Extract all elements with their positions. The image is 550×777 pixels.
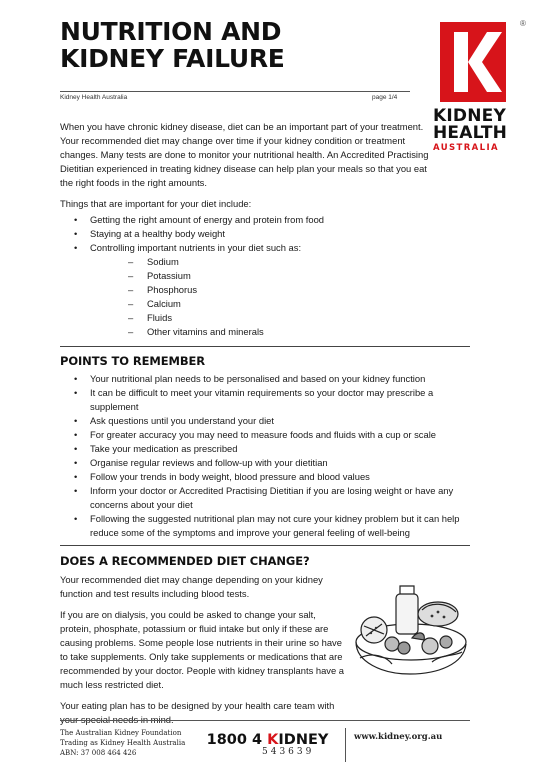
phone-k: K [267, 732, 279, 748]
list-item [60, 241, 470, 339]
header-divider [60, 91, 410, 92]
section-divider [60, 545, 470, 546]
diet-paragraph: Your eating plan has to be designed by your health care team with your special needs in mind. [60, 700, 335, 725]
list-item: • Following the suggested nutritional plan may not cure your kidney problem but it can help reduce some of the symptoms and improve your general feeling of well-being [60, 512, 470, 540]
document-title [60, 18, 390, 72]
diet-paragraph: If you are on dialysis, you could be asked to change your salt, protein, phosphate, potassium or fluid intake but only if these are causing problems. Some people lose nutrients in their urine so have to take supplements. Only take supplements or medications that are recommended by your doctor. People with kidney transplants have a much less restricted diet. [60, 609, 345, 690]
logo-word-health: HEALTH [433, 123, 508, 143]
helpline-digits: 543639 [262, 747, 315, 757]
phone-word: IDNEY [278, 732, 329, 748]
list-item: – Other vitamins and minerals [90, 325, 470, 339]
registered-mark: ® [520, 19, 526, 28]
title-line-2: KIDNEY FAILURE [60, 44, 285, 73]
phone-prefix: 1800 4 [206, 732, 268, 748]
things-list [60, 213, 470, 339]
website-link[interactable]: www.kidney.org.au [354, 732, 443, 742]
running-header-org: Kidney Health Australia [60, 94, 128, 101]
list-item: – Potassium [90, 269, 470, 283]
list-item: • Staying at a healthy body weight [60, 227, 470, 241]
footer-org-line: The Australian Kidney Foundation [60, 729, 182, 737]
list-item: • Organise regular reviews and follow-up with your dietitian [60, 456, 470, 470]
page-number: page 1/4 [372, 94, 398, 101]
list-item: • Your nutritional plan needs to be personalised and based on your kidney function [60, 372, 470, 386]
diet-section [60, 573, 345, 727]
points-heading: POINTS TO REMEMBER [60, 354, 205, 368]
section-divider [60, 346, 470, 347]
list-item: • Ask questions until you understand your diet [60, 414, 470, 428]
diet-paragraph: Your recommended diet may change depending on your kidney function and test results including blood tests. [60, 574, 323, 599]
list-item: – Fluids [90, 311, 470, 325]
kidney-k-logo-icon [440, 22, 506, 102]
list-item-text: Controlling important nutrients in your diet such as: [90, 242, 302, 253]
footer-divider [60, 720, 470, 721]
list-item: • For greater accuracy you may need to measure foods and fluids with a cup or scale [60, 428, 470, 442]
helpline-number [205, 732, 330, 748]
footer-org [60, 728, 185, 758]
diet-heading: DOES A RECOMMENDED DIET CHANGE? [60, 554, 310, 568]
nutrients-list [90, 255, 470, 339]
list-item: • Inform your doctor or Accredited Practising Dietitian if you are losing weight or have any concerns about your diet [60, 484, 470, 512]
logo-word-kidney: KIDNEY [433, 106, 506, 126]
footer-separator [345, 728, 346, 762]
list-item: – Calcium [90, 297, 470, 311]
list-item: • Follow your trends in body weight, blood pressure and blood values [60, 470, 470, 484]
list-item: – Sodium [90, 255, 470, 269]
food-illustration [352, 582, 472, 680]
footer-org-line: Trading as Kidney Health Australia [60, 739, 186, 747]
intro-paragraph: When you have chronic kidney disease, diet can be an important part of your treatment. Your recommended diet may change over time if your kidney condition or treatment changes. Many tests are done to monitor your nutritional health. An Accredited Practising Dietitian experienced in treating kidney disease can help plan your meals so that you eat the right foods in the right amounts. [60, 121, 429, 188]
logo-word-australia: AUSTRALIA [433, 143, 500, 153]
list-item: – Phosphorus [90, 283, 470, 297]
points-list [60, 372, 470, 540]
title-line-1: NUTRITION AND [60, 17, 282, 46]
footer-abn: ABN: 37 008 464 426 [60, 749, 137, 757]
things-intro: Things that are important for your diet include: [60, 198, 252, 209]
list-item: • Take your medication as prescribed [60, 442, 470, 456]
list-item: • Getting the right amount of energy and protein from food [60, 213, 470, 227]
list-item: • It can be difficult to meet your vitamin requirements so your doctor may prescribe a supplement [60, 386, 470, 414]
